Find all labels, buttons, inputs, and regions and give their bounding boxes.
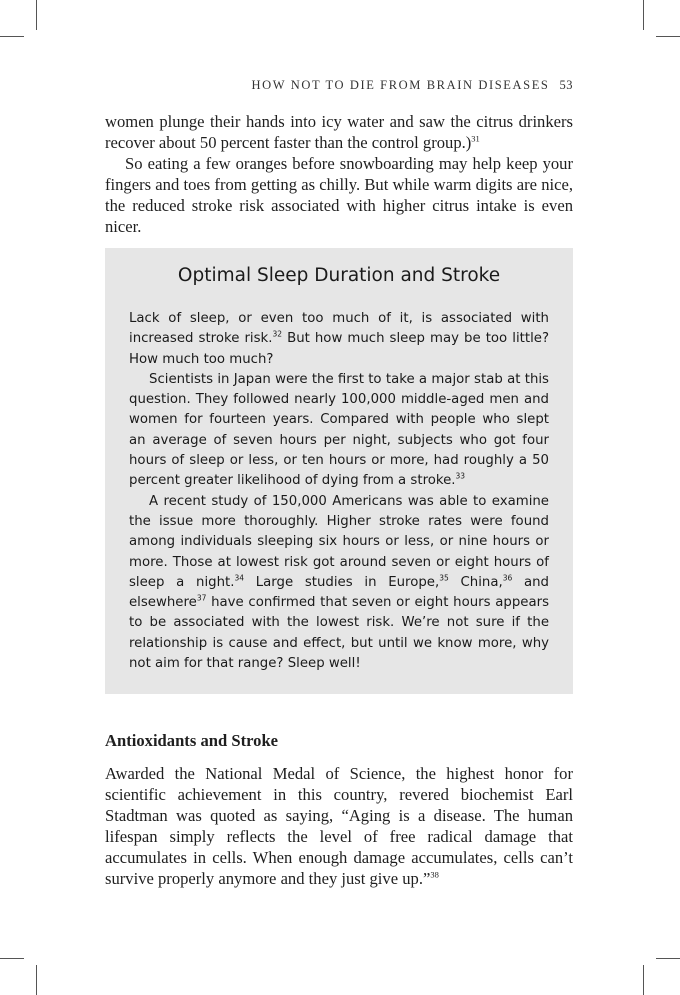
crop-mark-bottom-left-h [0, 958, 24, 959]
footnote-ref: 32 [272, 329, 283, 339]
sidebar-text: But how much sleep may be too little? How much too much? [129, 331, 549, 367]
crop-mark-bottom-right-h [656, 958, 680, 959]
sidebar-text: China, [448, 574, 503, 590]
crop-mark-top-right [643, 0, 644, 30]
crop-mark-bottom-left [36, 965, 37, 995]
crop-mark-top-right-h [656, 36, 680, 37]
sidebar-text: and elsewhere [129, 574, 549, 611]
footnote-ref: 34 [234, 573, 244, 583]
intro-paragraph-2: So eating a few oranges before snowboarding may help keep your fingers and toes from getting as chilly. But while warm digits are nice, the reduced stroke risk associated with higher citrus intake is even nicer. [105, 154, 573, 236]
sidebar-paragraph-3 [129, 492, 549, 675]
footnote-ref: 38 [430, 869, 439, 880]
crop-mark-top-left-h [0, 36, 24, 37]
sidebar-paragraph-1 [129, 309, 549, 370]
section-paragraph-1 [105, 763, 573, 889]
sidebar-box [105, 248, 573, 694]
sidebar-text: Scientists in Japan were the first to take a major stab at this question. They followed nearly 100,000 middle-aged men and women for fourteen years. Compared with people who slept an average of seven hours per night, subjects who got four hours of sleep or less, or ten hours or more, had roughly a 50 percent greater likelihood of dying from a stroke. [129, 371, 549, 489]
footnote-ref: 33 [455, 471, 466, 481]
sidebar-text: Lack of sleep, or even too much of it, is associated with increased stroke risk. [129, 311, 549, 347]
footnote-ref: 35 [439, 573, 449, 583]
sidebar-text: Large studies in Europe, [244, 574, 440, 590]
footnote-ref: 37 [196, 593, 207, 603]
running-head-title: HOW NOT TO DIE FROM BRAIN DISEASES [251, 78, 550, 92]
page-number: 53 [559, 78, 573, 92]
footnote-ref: 31 [471, 133, 480, 144]
footnote-ref: 36 [502, 573, 513, 583]
section-paragraph-1-text: Awarded the National Medal of Science, the highest honor for scientific achievement in this country, revered biochemist Earl Stadtman was quoted as saying, “Aging is a disease. The human lifespan simply reflects the level of free radical damage that accumulates in cells. When enough damage accumulates, cells can’t survive properly anymore and they just give up.” [105, 764, 573, 888]
sidebar-text: A recent study of 150,000 Americans was able to examine the issue more thoroughly. Higher stroke rates were found among individuals sleeping six hours or less, or nine hours or more. Those at lowest risk got around seven or eight hours of sleep a night. [129, 493, 549, 590]
sidebar-text: have confirmed that seven or eight hours appears to be associated with the lowest risk. We’re not sure if the relationship is cause and effect, but until we know more, why not aim for that range? Sleep well! [129, 595, 549, 672]
section-text [105, 763, 573, 889]
sidebar-title: Optimal Sleep Duration and Stroke [177, 265, 501, 286]
intro-paragraph-1 [105, 111, 573, 153]
section-heading: Antioxidants and Stroke [105, 731, 279, 750]
crop-mark-bottom-right [643, 965, 644, 995]
running-head [105, 78, 573, 93]
intro-text [105, 111, 573, 237]
sidebar-paragraph-2 [129, 370, 549, 492]
intro-paragraph-1-text: women plunge their hands into icy water and saw the citrus drinkers recover about 50 percent faster than the control group.) [105, 112, 573, 152]
crop-mark-top-left [36, 0, 37, 30]
